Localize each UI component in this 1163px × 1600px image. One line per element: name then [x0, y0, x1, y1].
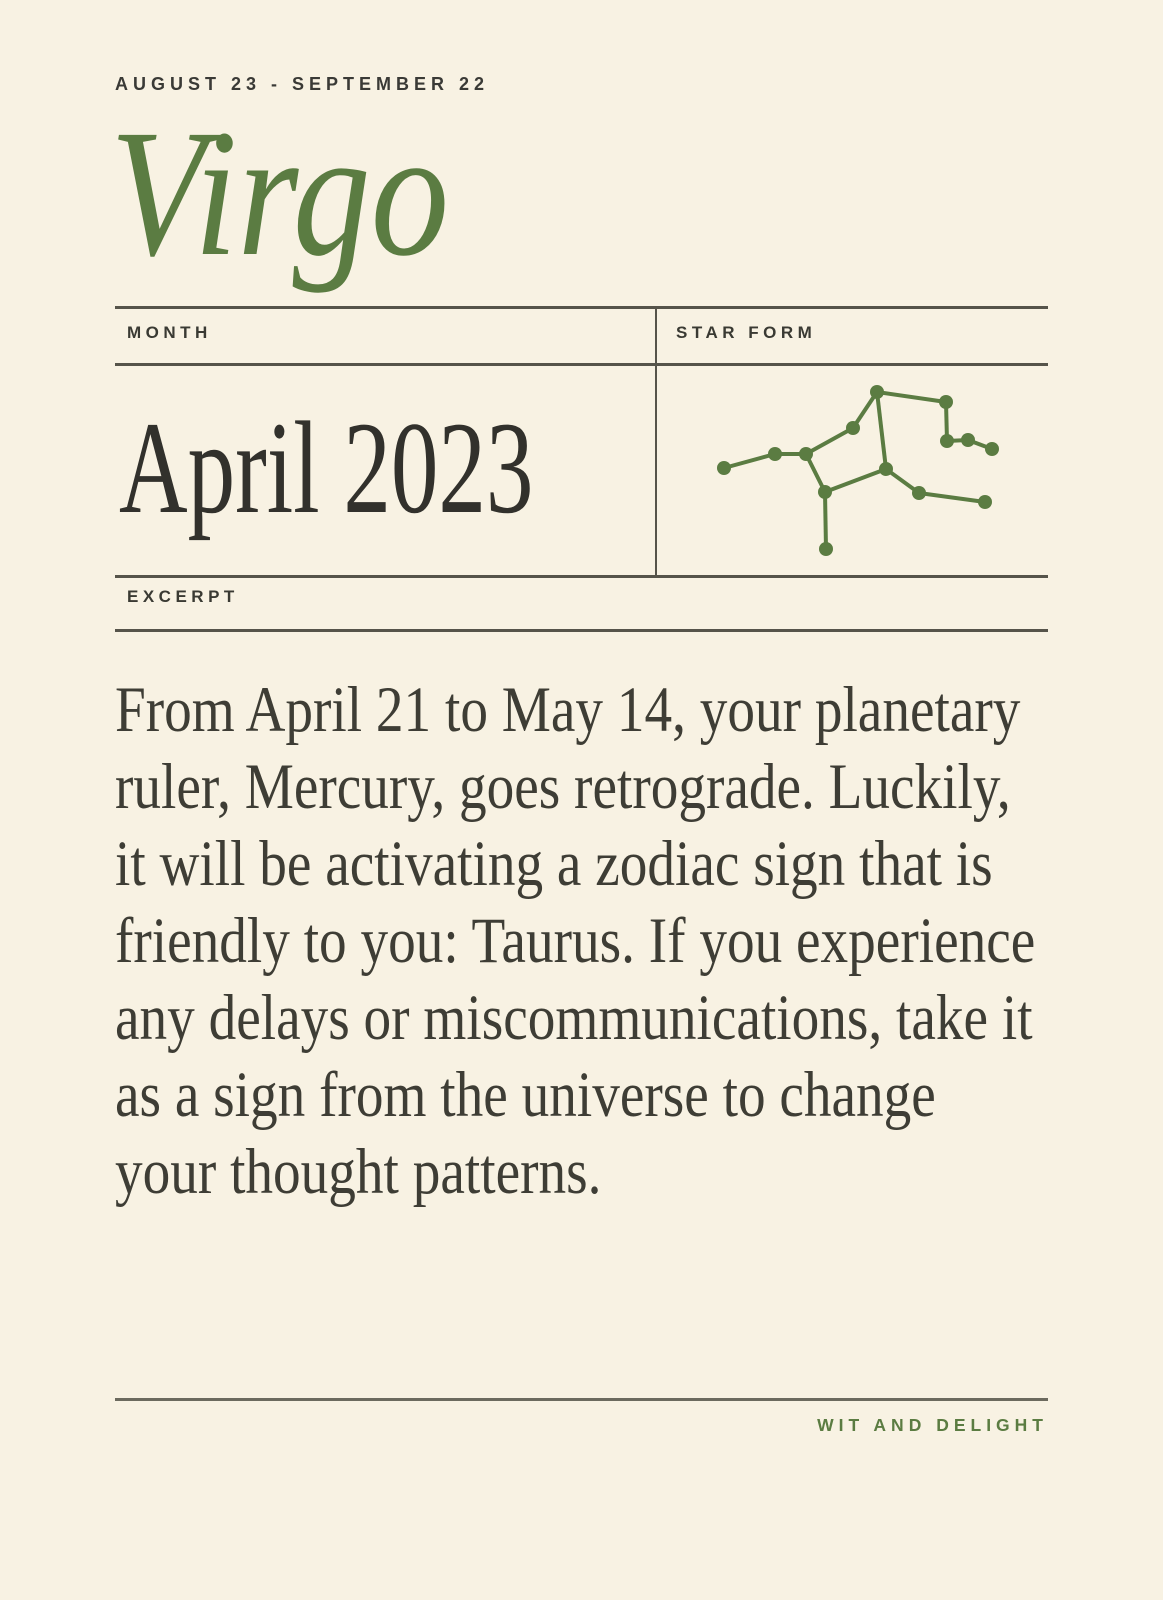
excerpt-border-bottom [115, 629, 1048, 632]
date-range-label: AUGUST 23 - SEPTEMBER 22 [115, 74, 490, 94]
excerpt-line: From April 21 to May 14, your planetary [115, 674, 1021, 746]
excerpt-line: your thought patterns. [115, 1136, 602, 1208]
excerpt-text [115, 672, 1035, 1211]
excerpt-border-top [115, 575, 1048, 578]
sign-title: Virgo [110, 93, 450, 294]
brand-signature: WIT AND DELIGHT [817, 1415, 1048, 1435]
month-value: April 2023 [119, 394, 534, 541]
table-border-top [115, 306, 1048, 309]
excerpt-line: friendly to you: Taurus. If you experience [115, 905, 1036, 977]
excerpt-line: ruler, Mercury, goes retrograde. Luckily, [115, 751, 1011, 823]
excerpt-line: as a sign from the universe to change [115, 1059, 936, 1131]
star-form-label: STAR FORM [676, 323, 817, 342]
excerpt-line: it will be activating a zodiac sign that is [115, 828, 993, 900]
excerpt-line: any delays or miscommunications, take it [115, 982, 1033, 1054]
excerpt-label: EXCERPT [127, 587, 239, 606]
month-label: MONTH [127, 323, 212, 342]
footer-divider [115, 1398, 1048, 1401]
virgo-constellation-illustration [656, 366, 1048, 577]
